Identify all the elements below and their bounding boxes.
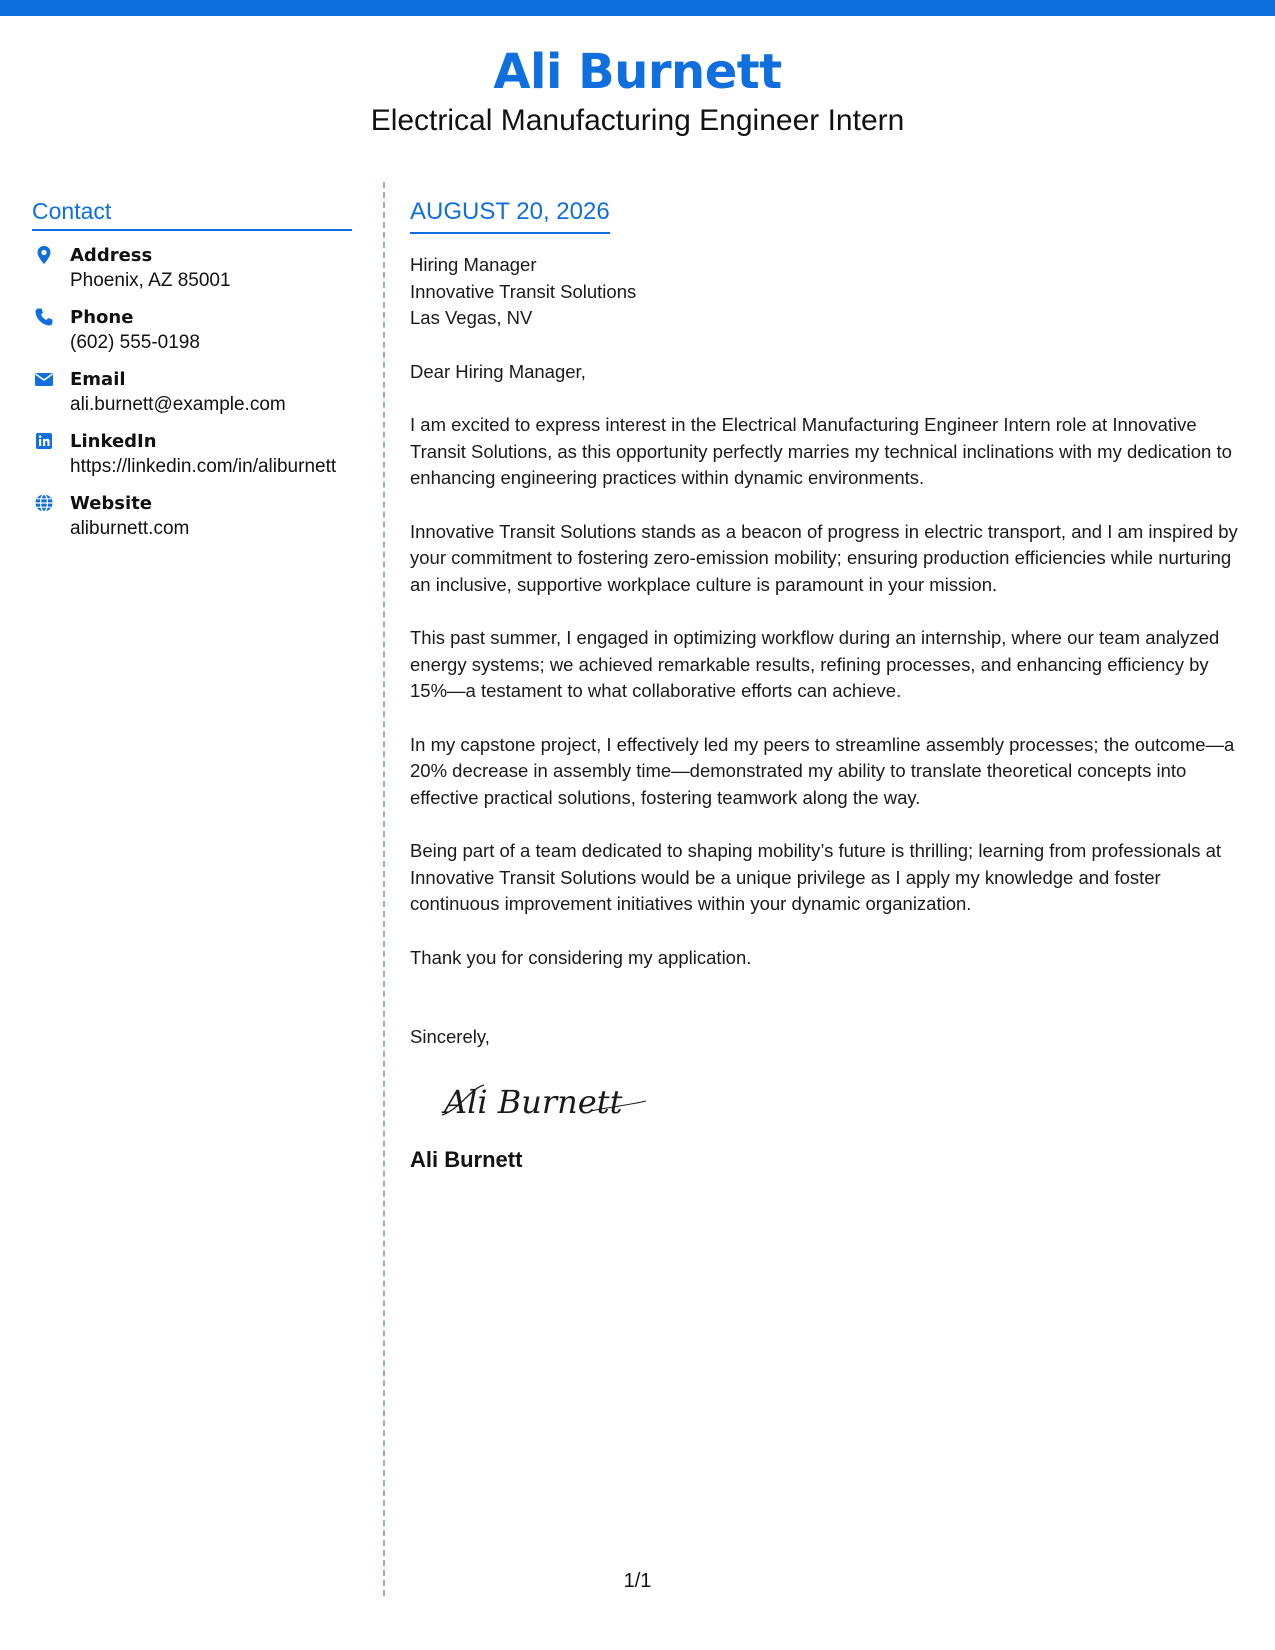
contact-value: aliburnett.com — [70, 518, 190, 539]
salutation: Dear Hiring Manager, — [410, 360, 586, 382]
envelope-icon — [34, 369, 54, 389]
page-number: 1/1 — [623, 1570, 652, 1592]
svg-text:Ali Burnett: Ali Burnett — [444, 1082, 623, 1121]
letter-date: AUGUST 20, 2026 — [410, 196, 610, 234]
letter-body — [410, 196, 1250, 1175]
contact-value: ali.burnett@example.com — [70, 394, 286, 415]
body-paragraph: In my capstone project, I effectively led my peers to streamline assembly processes; the outcome—a 20% decrease in assembly time—demonstrated my ability to translate theoretical concepts into effective practical solutions, fostering teamwork along the way. — [410, 733, 1235, 808]
body-paragraph: This past summer, I engaged in optimizing workflow during an internship, where our team analyzed energy systems; we achieved remarkable results, refining processes, and enhancing efficiency by 15%—a testament to what collaborative efforts can achieve. — [410, 627, 1220, 701]
thank-you-line: Thank you for considering my application. — [410, 946, 752, 968]
contact-label: Phone — [70, 307, 134, 328]
location-pin-icon — [34, 245, 54, 265]
contact-value: https://linkedin.com/in/aliburnett — [70, 456, 337, 477]
body-paragraph: I am excited to express interest in the Electrical Manufacturing Engineer Intern role at Innovative Transit Solutions, as this opportunity perfectly marries my technical inclinations with my dedication to enhancing engineering practices within dynamic environments. — [410, 414, 1232, 488]
recipient-block — [410, 252, 1250, 332]
linkedin-icon — [34, 431, 54, 451]
contact-list — [32, 243, 352, 541]
recipient-line: Hiring Manager — [410, 254, 537, 275]
phone-icon — [34, 307, 54, 327]
contact-item-phone — [32, 305, 352, 355]
contact-label: Email — [70, 369, 126, 390]
contact-sidebar — [32, 196, 352, 553]
handwritten-signature — [440, 1075, 650, 1127]
body-paragraph: Being part of a team dedicated to shaping mobility’s future is thrilling; learning from professionals at Innovative Transit Solutions would be a unique privilege as I apply my knowledge and foster continuous improvement initiatives within your dynamic organization. — [410, 840, 1222, 914]
contact-heading: Contact — [32, 196, 352, 231]
top-accent-bar — [0, 0, 1275, 16]
contact-item-email — [32, 367, 352, 417]
contact-label: LinkedIn — [70, 431, 157, 452]
applicant-title: Electrical Manufacturing Engineer Intern — [370, 104, 905, 137]
recipient-line: Innovative Transit Solutions — [410, 280, 637, 302]
contact-item-website — [32, 491, 352, 541]
closing: Sincerely, — [410, 1026, 490, 1047]
letter-header — [0, 44, 1275, 140]
body-paragraph: Innovative Transit Solutions stands as a beacon of progress in electric transport, and I am inspired by your commitment to fostering zero-emission mobility; ensuring production efficiencies while nurturing an inclusive, supportive workplace culture is paramount in your mission. — [410, 520, 1238, 595]
column-divider — [383, 182, 385, 1596]
signer-name: Ali Burnett — [410, 1146, 523, 1172]
contact-value: Phoenix, AZ 85001 — [70, 270, 231, 291]
contact-item-linkedin — [32, 429, 352, 479]
contact-value: (602) 555-0198 — [70, 332, 200, 353]
contact-label: Address — [70, 245, 153, 266]
globe-icon — [34, 493, 54, 513]
contact-label: Website — [70, 493, 153, 514]
contact-item-address — [32, 243, 352, 293]
applicant-name: Ali Burnett — [493, 44, 782, 100]
recipient-line: Las Vegas, NV — [410, 307, 533, 328]
